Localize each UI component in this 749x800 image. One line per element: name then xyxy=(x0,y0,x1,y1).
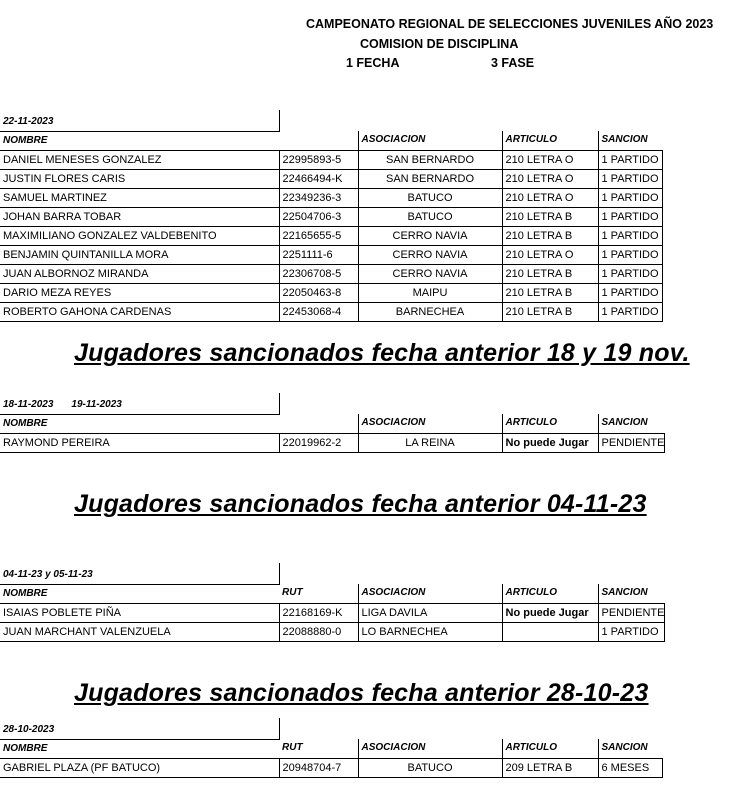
col-articulo: ARTICULO xyxy=(502,739,598,758)
fase-label: 3 FASE xyxy=(491,56,535,70)
player-rut: 2251111-6 xyxy=(279,245,358,264)
table-date: 22-11-2023 xyxy=(3,115,54,127)
col-articulo: ARTICULO xyxy=(502,414,598,433)
col-rut xyxy=(279,414,358,433)
player-articulo: 210 LETRA O xyxy=(502,245,598,264)
table-row xyxy=(0,758,662,777)
player-articulo: 210 LETRA O xyxy=(502,150,598,169)
player-rut: 22019962-2 xyxy=(279,433,358,452)
col-rut: RUT xyxy=(279,739,358,758)
col-sancion: SANCION xyxy=(598,584,665,603)
player-asociacion: SAN BERNARDO xyxy=(358,150,502,169)
player-sancion: 1 PARTIDO xyxy=(598,226,662,245)
player-sancion: 1 PARTIDO xyxy=(598,622,665,641)
sanctions-table-04-11-23 xyxy=(0,563,665,642)
table-header-row xyxy=(0,414,665,433)
table-date-row xyxy=(0,718,662,739)
table-date-row xyxy=(0,110,662,131)
table-row xyxy=(0,283,662,302)
player-rut: 22466494-K xyxy=(279,169,358,188)
player-rut: 22050463-8 xyxy=(279,283,358,302)
col-articulo: ARTICULO xyxy=(502,584,598,603)
player-articulo: 210 LETRA O xyxy=(502,169,598,188)
player-sancion: PENDIENTE xyxy=(598,603,665,622)
table-date: 04-11-23 y 05-11-23 xyxy=(3,568,93,580)
col-asociacion: ASOCIACION xyxy=(358,739,502,758)
player-sancion: 1 PARTIDO xyxy=(598,302,662,321)
player-asociacion: CERRO NAVIA xyxy=(358,264,502,283)
player-name: BENJAMIN QUINTANILLA MORA xyxy=(0,245,279,264)
table-row xyxy=(0,302,662,321)
col-sancion: SANCION xyxy=(598,739,662,758)
player-asociacion: SAN BERNARDO xyxy=(358,169,502,188)
player-name: DARIO MEZA REYES xyxy=(0,283,279,302)
player-articulo: No puede Jugar xyxy=(502,603,598,622)
player-sancion: 1 PARTIDO xyxy=(598,207,662,226)
table-date-row xyxy=(0,393,665,414)
player-rut: 22088880-0 xyxy=(279,622,358,641)
col-sancion: SANCION xyxy=(598,131,662,150)
player-articulo: No puede Jugar xyxy=(502,433,598,452)
player-articulo: 209 LETRA B xyxy=(502,758,598,777)
player-name: ROBERTO GAHONA CARDENAS xyxy=(0,302,279,321)
table-header-row xyxy=(0,131,662,150)
player-rut: 22504706-3 xyxy=(279,207,358,226)
player-asociacion: LIGA DAVILA xyxy=(358,603,502,622)
player-asociacion: BARNECHEA xyxy=(358,302,502,321)
col-asociacion: ASOCIACION xyxy=(358,414,502,433)
document-subtitle: COMISION DE DISCIPLINA xyxy=(360,37,519,51)
table-row xyxy=(0,245,662,264)
player-articulo: 210 LETRA B xyxy=(502,283,598,302)
table-row xyxy=(0,188,662,207)
sanctions-table-22-11 xyxy=(0,110,663,322)
table-row xyxy=(0,207,662,226)
col-rut xyxy=(279,131,358,150)
table-row xyxy=(0,622,665,641)
player-sancion: 1 PARTIDO xyxy=(598,283,662,302)
col-asociacion: ASOCIACION xyxy=(358,131,502,150)
player-name: RAYMOND PEREIRA xyxy=(0,433,279,452)
table-date-b: 19-11-2023 xyxy=(71,398,122,410)
player-rut: 22306708-5 xyxy=(279,264,358,283)
player-sancion: 1 PARTIDO xyxy=(598,169,662,188)
section-heading-28-10-23: Jugadores sancionados fecha anterior 28-10-23 xyxy=(74,679,649,707)
table-row xyxy=(0,433,665,452)
section-heading-18-19-nov: Jugadores sancionados fecha anterior 18 y 19 nov. xyxy=(74,339,690,367)
player-rut: 22168169-K xyxy=(279,603,358,622)
player-sancion: 1 PARTIDO xyxy=(598,245,662,264)
player-rut: 20948704-7 xyxy=(279,758,358,777)
player-name: JOHAN BARRA TOBAR xyxy=(0,207,279,226)
section-heading-04-11-23: Jugadores sancionados fecha anterior 04-11-23 xyxy=(74,490,647,518)
player-sancion: PENDIENTE xyxy=(598,433,665,452)
player-asociacion: LA REINA xyxy=(358,433,502,452)
table-date-row xyxy=(0,563,665,584)
col-rut: RUT xyxy=(279,584,358,603)
player-name: JUAN ALBORNOZ MIRANDA xyxy=(0,264,279,283)
col-articulo: ARTICULO xyxy=(502,131,598,150)
player-name: JUAN MARCHANT VALENZUELA xyxy=(0,622,279,641)
table-row xyxy=(0,150,662,169)
player-rut: 22349236-3 xyxy=(279,188,358,207)
col-asociacion: ASOCIACION xyxy=(358,584,502,603)
player-rut: 22453068-4 xyxy=(279,302,358,321)
col-nombre: NOMBRE xyxy=(0,414,279,433)
player-asociacion: CERRO NAVIA xyxy=(358,226,502,245)
player-rut: 22165655-5 xyxy=(279,226,358,245)
player-articulo: 210 LETRA B xyxy=(502,264,598,283)
col-nombre: NOMBRE xyxy=(0,584,279,603)
table-row xyxy=(0,264,662,283)
col-nombre: NOMBRE xyxy=(0,131,279,150)
player-sancion: 6 MESES xyxy=(598,758,662,777)
fecha-label: 1 FECHA xyxy=(346,56,400,70)
player-articulo xyxy=(502,622,598,641)
col-nombre: NOMBRE xyxy=(0,739,279,758)
table-header-row xyxy=(0,584,665,603)
player-articulo: 210 LETRA B xyxy=(502,226,598,245)
table-row xyxy=(0,169,662,188)
player-asociacion: BATUCO xyxy=(358,758,502,777)
player-asociacion: MAIPU xyxy=(358,283,502,302)
player-name: DANIEL MENESES GONZALEZ xyxy=(0,150,279,169)
player-asociacion: CERRO NAVIA xyxy=(358,245,502,264)
player-sancion: 1 PARTIDO xyxy=(598,264,662,283)
sanctions-table-18-19-nov xyxy=(0,393,665,453)
table-row xyxy=(0,226,662,245)
player-asociacion: LO BARNECHEA xyxy=(358,622,502,641)
player-rut: 22995893-5 xyxy=(279,150,358,169)
player-name: GABRIEL PLAZA (PF BATUCO) xyxy=(0,758,279,777)
player-name: SAMUEL MARTINEZ xyxy=(0,188,279,207)
player-articulo: 210 LETRA B xyxy=(502,302,598,321)
player-articulo: 210 LETRA O xyxy=(502,188,598,207)
player-sancion: 1 PARTIDO xyxy=(598,150,662,169)
player-articulo: 210 LETRA B xyxy=(502,207,598,226)
table-header-row xyxy=(0,739,662,758)
table-date: 28-10-2023 xyxy=(3,723,55,735)
player-sancion: 1 PARTIDO xyxy=(598,188,662,207)
player-name: JUSTIN FLORES CARIS xyxy=(0,169,279,188)
sanctions-table-28-10-23 xyxy=(0,718,663,778)
document-title: CAMPEONATO REGIONAL DE SELECCIONES JUVENILES AÑO 2023 xyxy=(306,17,714,31)
player-asociacion: BATUCO xyxy=(358,207,502,226)
player-name: ISAIAS POBLETE PIÑA xyxy=(0,603,279,622)
col-sancion: SANCION xyxy=(598,414,665,433)
table-date-a: 18-11-2023 xyxy=(3,398,54,410)
player-name: MAXIMILIANO GONZALEZ VALDEBENITO xyxy=(0,226,279,245)
player-asociacion: BATUCO xyxy=(358,188,502,207)
table-row xyxy=(0,603,665,622)
